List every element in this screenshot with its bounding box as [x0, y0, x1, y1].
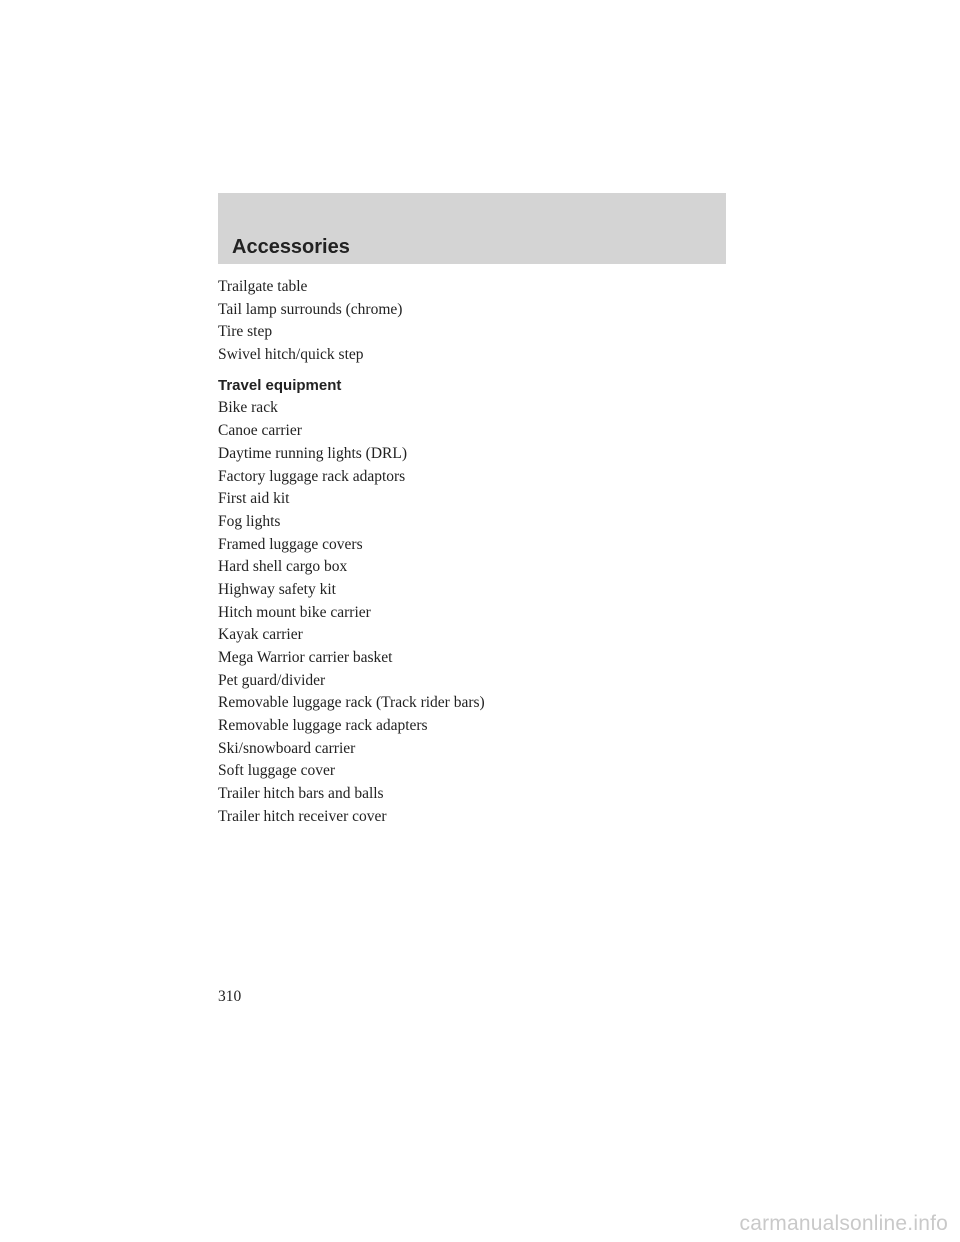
list-item: Removable luggage rack (Track rider bars)	[218, 694, 485, 712]
list-item: Framed luggage covers	[218, 535, 363, 553]
page-number: 310	[218, 988, 242, 1005]
list-item: Trailer hitch bars and balls	[218, 785, 384, 803]
list-item: Fog lights	[218, 512, 281, 530]
list-item: First aid kit	[218, 490, 290, 508]
list-item: Kayak carrier	[218, 626, 303, 644]
list-item: Factory luggage rack adaptors	[218, 467, 406, 485]
list-item: Swivel hitch/quick step	[218, 346, 364, 364]
list-item: Tire step	[218, 323, 273, 341]
list-item: Hitch mount bike carrier	[218, 603, 371, 621]
list-item: Canoe carrier	[218, 422, 302, 440]
list-item: Tail lamp surrounds (chrome)	[218, 300, 403, 318]
list-item: Daytime running lights (DRL)	[218, 444, 407, 462]
list-item: Removable luggage rack adapters	[218, 717, 428, 735]
page-title: Accessories	[232, 236, 350, 258]
section-heading: Travel equipment	[218, 376, 342, 394]
list-item: Ski/snowboard carrier	[218, 739, 356, 757]
list-item: Trailer hitch receiver cover	[218, 807, 387, 825]
list-item: Bike rack	[218, 399, 278, 417]
section-header-band	[218, 193, 726, 264]
list-item: Pet guard/divider	[218, 671, 326, 689]
list-item: Highway safety kit	[218, 580, 336, 598]
list-item: Hard shell cargo box	[218, 558, 348, 576]
list-item: Mega Warrior carrier basket	[218, 649, 393, 666]
list-item: Soft luggage cover	[218, 762, 336, 780]
accessory-list	[218, 276, 726, 829]
list-item: Trailgate table	[218, 278, 308, 295]
watermark: carmanualsonline.info	[739, 1212, 948, 1235]
